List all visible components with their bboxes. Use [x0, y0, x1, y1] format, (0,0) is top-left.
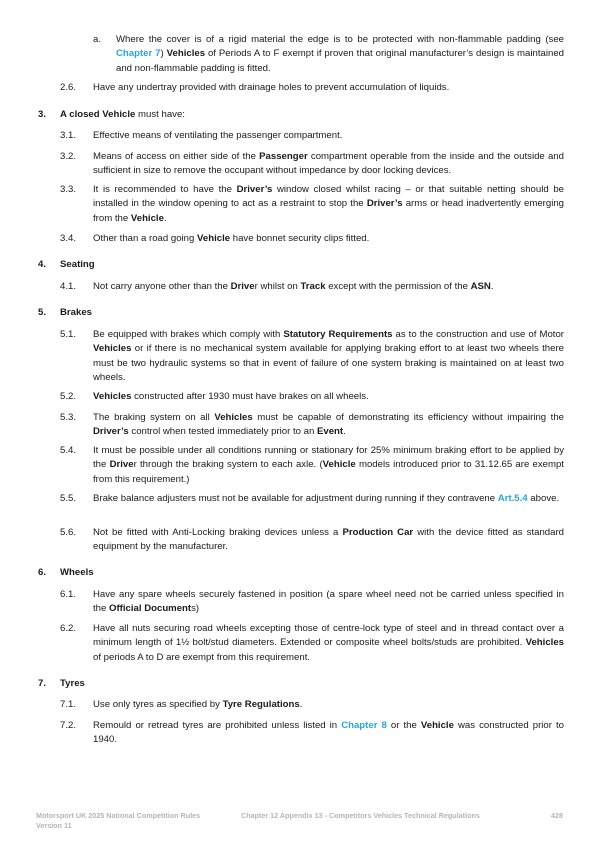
clause-7-2-text: Remould or retread tyres are prohibited unless listed in Chapter 8 or the Vehicle was constructed prior to 1940.	[93, 720, 564, 746]
clause-3-1-number: 3.1.	[60, 130, 77, 141]
clause-5-3-text: The braking system on all Vehicles must be capable of demonstrating its efficiency without impairing the Driver’s control when tested immediately prior to an Event.	[93, 412, 564, 438]
chapter-8-link[interactable]: Chapter 8	[341, 720, 387, 731]
section-7-number: 7.	[38, 678, 47, 689]
clause-5-2-number: 5.2.	[60, 391, 77, 402]
footer-version: Version 11	[36, 821, 72, 831]
clause-3-4-text: Other than a road going Vehicle have bonnet security clips fitted.	[93, 233, 370, 244]
section-4-title: Seating	[60, 259, 95, 270]
clause-5-6-number: 5.6.	[60, 527, 77, 538]
clause-3-2-text: Means of access on either side of the Passenger compartment operable from the inside and the outside and sufficient in size to remove the occupant without impedance by door locking devices.	[93, 151, 564, 177]
clause-5-5-text: Brake balance adjusters must not be available for adjustment during running if they contravene Art.5.4 above.	[93, 493, 560, 504]
clause-7-1-text: Use only tyres as specified by Tyre Regulations.	[93, 699, 303, 710]
clause-5-4-text: It must be possible under all conditions running or stationary for 25% minimum braking effort to be applied by the Driver through the braking system to each axle. (Vehicle models introduced prior to 31.12.65 are exempt from this requirement.)	[93, 445, 564, 485]
section-5-number: 5.	[38, 307, 47, 318]
clause-3-1-text: Effective means of ventilating the passenger compartment.	[93, 130, 343, 141]
section-3-title: A closed Vehicle must have:	[60, 109, 185, 120]
footer-publication: Motorsport UK 2025 National Competition Rules	[36, 811, 201, 820]
clause-7-2-number: 7.2.	[60, 720, 77, 731]
footer-chapter: Chapter 12 Appendix 13 - Competitors Vehicles Technical Regulations	[241, 811, 480, 820]
clause-3-3-number: 3.3.	[60, 184, 77, 195]
clause-6-2-number: 6.2.	[60, 623, 77, 634]
clause-5-1-text: Be equipped with brakes which comply with Statutory Requirements as to the construction and use of Motor Vehicles or if there is no mechanical system available for applying braking effort to at least two wheels there must be two hydraulic systems so that in event of failure of one system braking is maintained on at least two wheels.	[93, 329, 564, 384]
clause-5-1-number: 5.1.	[60, 329, 77, 340]
section-3-number: 3.	[38, 109, 47, 120]
clause-4-1-number: 4.1.	[60, 281, 77, 292]
section-5-title: Brakes	[60, 307, 93, 318]
section-6-title: Wheels	[60, 567, 94, 578]
clause-3-3-text: It is recommended to have the Driver’s window closed whilst racing – or that suitable netting should be installed in the window opening to act as a restraint to stop the Driver’s arms or head inadvertently emerging from the Vehicle.	[93, 184, 565, 224]
footer-left	[36, 811, 200, 832]
clause-7-1-number: 7.1.	[60, 699, 77, 710]
clause-5-3-number: 5.3.	[60, 412, 77, 423]
clause-6-1-text: Have any spare wheels securely fastened in position (a spare wheel need not be carried unless specified in the Official Documents)	[93, 589, 564, 615]
item-a-label: a.	[93, 34, 102, 45]
clause-5-4-number: 5.4.	[60, 445, 77, 456]
clause-6-1-number: 6.1.	[60, 589, 77, 600]
clause-3-2-number: 3.2.	[60, 151, 77, 162]
footer-page-number: 428	[551, 811, 563, 820]
clause-5-5-number: 5.5.	[60, 493, 77, 504]
art-5-4-link[interactable]: Art.5.4	[497, 493, 528, 504]
clause-5-2-text: Vehicles constructed after 1930 must have brakes on all wheels.	[93, 391, 369, 402]
item-a-text: Where the cover is of a rigid material the edge is to be protected with non-flammable padding (see Chapter 7) Vehicles of Periods A to F exempt if proven that original manufacturer’s design is maintained and non-flammable padding is fitted.	[116, 34, 564, 74]
section-7-title: Tyres	[60, 678, 85, 689]
clause-2-6-text: Have any undertray provided with drainage holes to prevent accumulation of liquids.	[93, 82, 450, 93]
section-4-number: 4.	[38, 259, 47, 270]
clause-5-6-text: Not be fitted with Anti-Locking braking devices unless a Production Car with the device fitted as standard equipment by the manufacturer.	[93, 527, 564, 553]
clause-3-4-number: 3.4.	[60, 233, 77, 244]
chapter-7-link[interactable]: Chapter 7	[116, 48, 161, 60]
clause-4-1-text: Not carry anyone other than the Driver whilst on Track except with the permission of the ASN.	[93, 281, 494, 292]
section-6-number: 6.	[38, 567, 47, 578]
clause-6-2-text: Have all nuts securing road wheels excepting those of centre-lock type of steel and in thread contact over a minimum length of 1½ bolt/stud diameters. Extended or composite wheel bolts/studs are prohibited. Vehicles of periods A to D are exempt from this requirement.	[93, 623, 564, 663]
clause-2-6-number: 2.6.	[60, 82, 77, 93]
